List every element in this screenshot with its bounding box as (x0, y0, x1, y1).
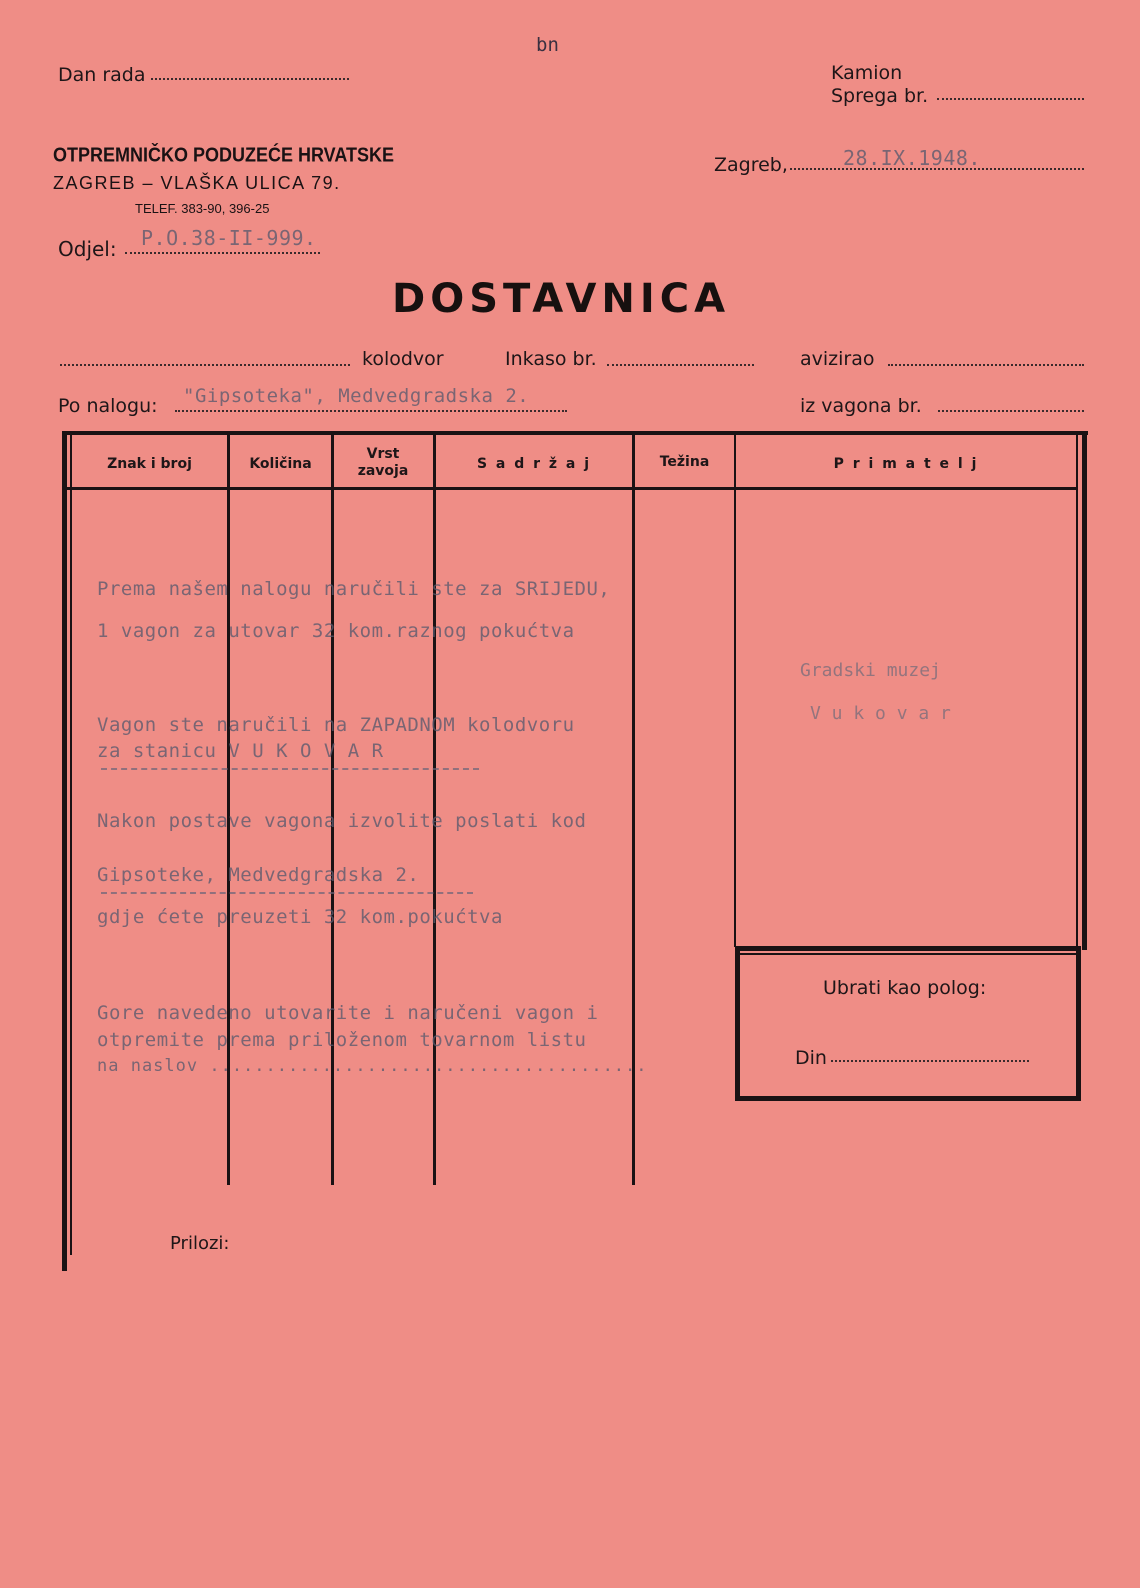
deposit-box-inner-top (740, 953, 1076, 955)
company-address: ZAGREB – VLAŠKA ULICA 79. (53, 173, 341, 193)
odjel-value: P.O.38-II-999. (141, 226, 317, 250)
table-left-border (62, 431, 67, 1271)
recipient-line-2: V u k o v a r (810, 703, 951, 724)
recipient-line-1: Gradski muzej (800, 660, 941, 681)
body-line-2: 1 vagon za utovar 32 kom.raznog pokućtva (97, 620, 575, 642)
body-line-10: na naslov ....................................... (97, 1056, 648, 1076)
col-header-sadrzaj: S a d r ž a j (476, 456, 592, 472)
table-top-border (62, 431, 1088, 435)
odjel-field[interactable] (125, 252, 320, 254)
po-nalogu-field[interactable] (175, 410, 567, 412)
avizirao-field[interactable] (888, 364, 1084, 366)
table-inner-left (70, 435, 72, 1255)
iz-vagona-label: iz vagona br. (800, 395, 922, 417)
col-sep-5 (734, 435, 736, 947)
po-nalogu-label: Po nalogu: (58, 395, 158, 417)
col-header-vrst-zavoja: Vrst zavoja (357, 446, 409, 479)
body-line-8: Gore navedeno utovarite i naručeni vagon i (97, 1002, 599, 1024)
dan-rada-field[interactable] (151, 78, 349, 80)
din-label: Din (795, 1047, 827, 1069)
odjel-label: Odjel: (58, 237, 117, 261)
document-title: DOSTAVNICA (392, 276, 731, 322)
deposit-box (735, 946, 1081, 1101)
company-name: OTPREMNIČKO PODUZEĆE HRVATSKE (53, 143, 395, 166)
underline-gipsoteke (101, 892, 473, 894)
company-phone: TELEF. 383-90, 396-25 (135, 201, 270, 216)
sprega-field[interactable] (937, 98, 1084, 100)
col-header-tezina: Težina (659, 454, 710, 470)
top-mark: bn (536, 34, 559, 56)
po-nalogu-value: "Gipsoteka", Medvedgradska 2. (183, 385, 530, 407)
iz-vagona-field[interactable] (938, 410, 1084, 412)
dan-rada-label: Dan rada (58, 64, 146, 86)
zagreb-label: Zagreb, (714, 154, 788, 176)
table-header-divider (66, 487, 1078, 490)
kolodvor-label: kolodvor (362, 348, 444, 370)
sprega-label: Sprega br. (831, 85, 929, 107)
body-line-5: Nakon postave vagona izvolite poslati kod (97, 810, 587, 832)
table-inner-right (1076, 435, 1078, 947)
col-header-primatelj: P r i m a t e l j (833, 456, 979, 472)
kolodvor-field[interactable] (60, 364, 350, 366)
body-line-3: Vagon ste naručili na ZAPADNOM kolodvoru (97, 714, 575, 736)
date-value: 28.IX.1948. (843, 146, 981, 170)
kamion-label: Kamion (831, 62, 903, 84)
inkaso-field[interactable] (607, 364, 754, 366)
body-line-7: gdje ćete preuzeti 32 kom.pokućtva (97, 906, 503, 928)
body-line-1: Prema našem nalogu naručili ste za SRIJEDU, (97, 578, 611, 600)
table-right-border (1082, 431, 1087, 950)
body-line-9: otpremite prema priloženom tovarnom listu (97, 1029, 587, 1051)
inkaso-label: Inkaso br. (505, 348, 597, 370)
underline-vukovar (101, 768, 479, 770)
deposit-label: Ubrati kao polog: (823, 977, 987, 999)
body-line-6: Gipsoteke, Medvedgradska 2. (97, 864, 420, 886)
col-header-kolicina: Količina (249, 456, 312, 472)
col-header-znak-i-broj: Znak i broj (107, 456, 192, 472)
din-field[interactable] (831, 1060, 1029, 1062)
body-line-4: za stanicu V U K O V A R (97, 740, 384, 762)
prilozi-label: Prilozi: (170, 1233, 230, 1254)
avizirao-label: avizirao (800, 348, 875, 370)
